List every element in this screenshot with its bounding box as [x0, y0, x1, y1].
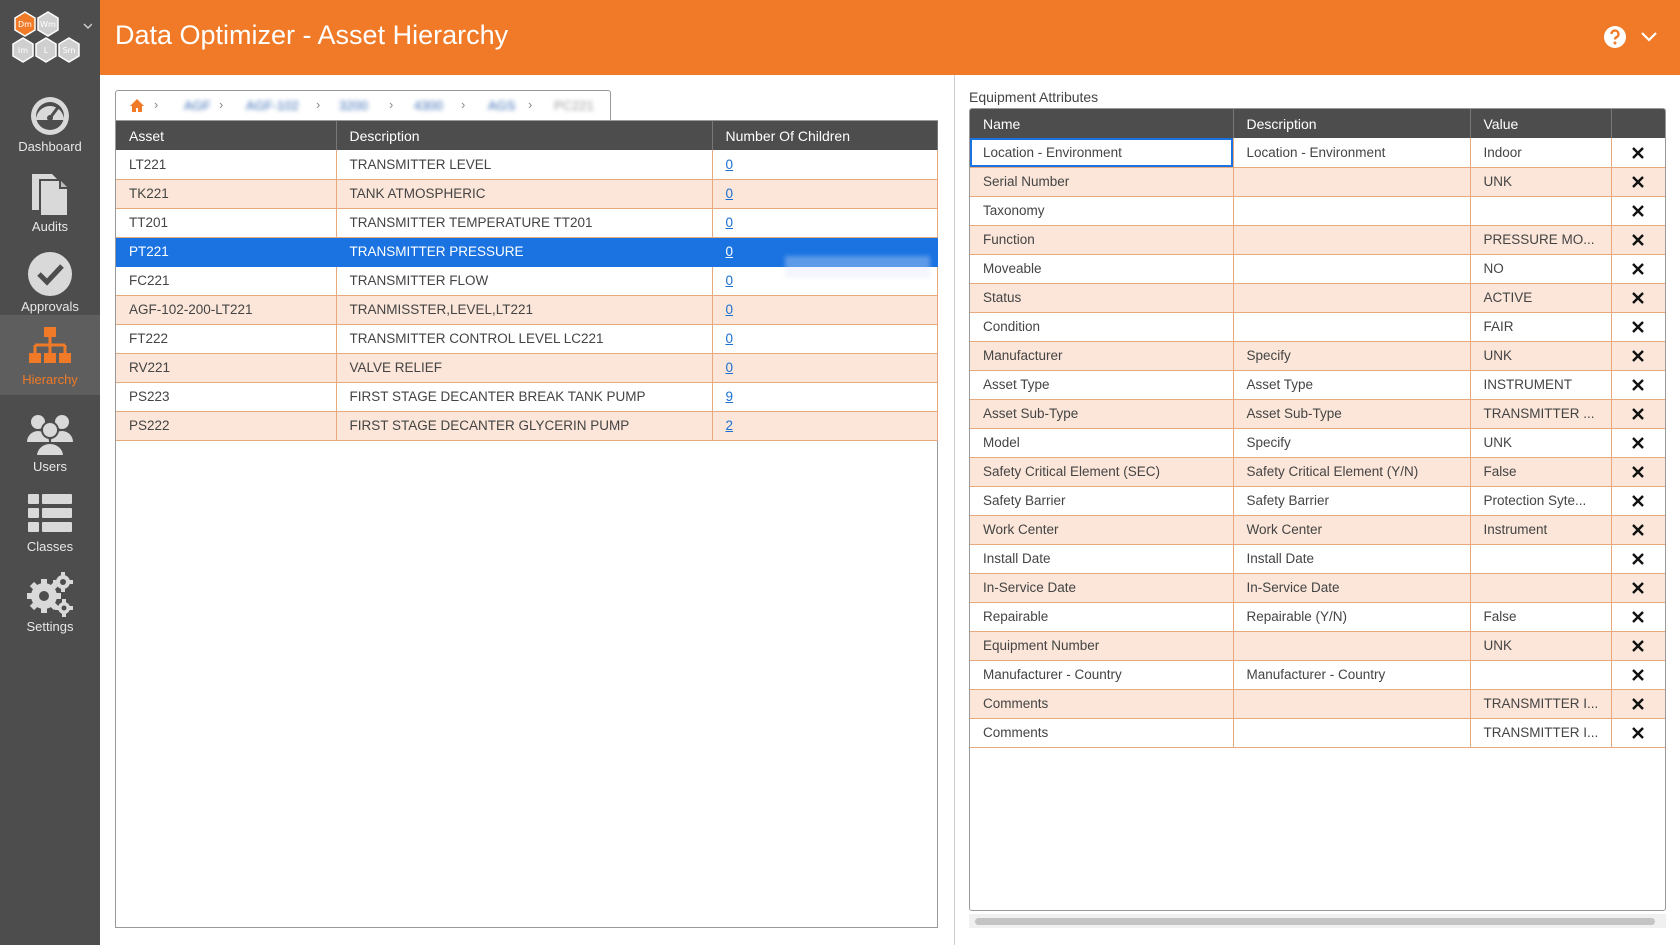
column-header-children[interactable]: Number Of Children: [712, 121, 937, 150]
attribute-description[interactable]: Specify: [1233, 341, 1470, 370]
children-count-link[interactable]: 0: [725, 244, 734, 259]
attribute-name[interactable]: Install Date: [970, 544, 1233, 573]
attribute-value[interactable]: [1470, 573, 1611, 602]
attribute-name[interactable]: Asset Type: [970, 370, 1233, 399]
delete-cell: [1611, 457, 1665, 486]
asset-id: FC221: [116, 266, 336, 295]
checkmark-icon: [26, 250, 74, 298]
attribute-description[interactable]: [1233, 312, 1470, 341]
attribute-description[interactable]: Location - Environment: [1233, 138, 1470, 167]
attribute-row[interactable]: [970, 225, 1665, 254]
attribute-row[interactable]: [970, 544, 1665, 573]
attribute-name[interactable]: Moveable: [970, 254, 1233, 283]
attribute-value[interactable]: Instrument: [1470, 515, 1611, 544]
delete-cell: [1611, 312, 1665, 341]
delete-cell: [1611, 689, 1665, 718]
asset-description: TRANSMITTER TEMPERATURE TT201: [336, 208, 712, 237]
attribute-value[interactable]: TRANSMITTER I...: [1470, 718, 1611, 747]
delete-cell: [1611, 196, 1665, 225]
attribute-value[interactable]: ACTIVE: [1470, 283, 1611, 312]
children-count-cell: [712, 324, 937, 353]
column-header-actions: [1611, 109, 1665, 138]
close-icon[interactable]: [1631, 291, 1645, 305]
sidebar-item-audits[interactable]: [0, 162, 100, 242]
sidebar-item-label: Classes: [26, 539, 74, 554]
column-header-asset[interactable]: Asset: [116, 121, 336, 150]
attribute-row[interactable]: [970, 457, 1665, 486]
asset-table: [116, 121, 938, 441]
asset-id: PT221: [116, 237, 336, 266]
attribute-row[interactable]: [970, 631, 1665, 660]
asset-description: TRANSMITTER PRESSURE: [336, 237, 712, 266]
attribute-name[interactable]: Taxonomy: [970, 196, 1233, 225]
attribute-row[interactable]: [970, 254, 1665, 283]
close-icon[interactable]: [1631, 175, 1645, 189]
delete-cell: [1611, 660, 1665, 689]
delete-cell: [1611, 718, 1665, 747]
attribute-value[interactable]: PRESSURE MO...: [1470, 225, 1611, 254]
asset-description: VALVE RELIEF: [336, 353, 712, 382]
sidebar-item-label: Dashboard: [18, 139, 82, 154]
attribute-name[interactable]: Comments: [970, 718, 1233, 747]
asset-hierarchy-panel: [115, 90, 938, 928]
delete-cell: [1611, 225, 1665, 254]
table-row[interactable]: [116, 353, 937, 382]
attribute-value[interactable]: [1470, 544, 1611, 573]
attribute-row[interactable]: [970, 196, 1665, 225]
children-count-link[interactable]: 0: [725, 273, 734, 288]
delete-cell: [1611, 631, 1665, 660]
children-count-link[interactable]: 2: [725, 418, 734, 433]
delete-cell: [1611, 515, 1665, 544]
children-count-cell: [712, 150, 937, 179]
hierarchy-icon: [26, 323, 74, 371]
breadcrumb-separator: ›: [389, 97, 394, 112]
asset-description: TRANMISSTER,LEVEL,LT221: [336, 295, 712, 324]
chevron-down-icon[interactable]: [1640, 29, 1658, 45]
delete-cell: [1611, 573, 1665, 602]
close-icon[interactable]: [1631, 262, 1645, 276]
sidebar-item-label: Users: [33, 459, 67, 474]
attribute-name[interactable]: Model: [970, 428, 1233, 457]
breadcrumb: [115, 90, 611, 120]
attribute-description[interactable]: Work Center: [1233, 515, 1470, 544]
close-icon[interactable]: [1631, 726, 1645, 740]
delete-cell: [1611, 341, 1665, 370]
documents-icon: [26, 170, 74, 218]
children-count-link[interactable]: 0: [725, 156, 734, 172]
asset-description: TANK ATMOSPHERIC: [336, 179, 712, 208]
logo-tile-wm: Wm: [40, 20, 56, 29]
breadcrumb-separator: ›: [528, 97, 533, 112]
attribute-row[interactable]: [970, 341, 1665, 370]
help-icon[interactable]: [1603, 25, 1627, 49]
logo-tile-dm: Dm: [18, 20, 32, 29]
panel-title: Equipment Attributes: [969, 89, 1099, 105]
close-icon[interactable]: [1631, 552, 1645, 566]
breadcrumb-separator: ›: [461, 97, 466, 112]
table-row[interactable]: [116, 324, 937, 353]
attribute-row[interactable]: [970, 718, 1665, 747]
attribute-name[interactable]: Manufacturer - Country: [970, 660, 1233, 689]
breadcrumb-separator: ›: [316, 97, 321, 112]
attribute-row[interactable]: [970, 689, 1665, 718]
table-row[interactable]: [116, 382, 937, 411]
children-count-link[interactable]: 0: [725, 302, 734, 317]
attributes-table-container: [969, 108, 1666, 911]
panel-divider[interactable]: [954, 75, 955, 945]
attribute-name[interactable]: Location - Environment: [970, 138, 1233, 167]
breadcrumb-separator: ›: [219, 97, 224, 112]
asset-id: PS222: [116, 411, 336, 440]
attribute-value[interactable]: TRANSMITTER ...: [1470, 399, 1611, 428]
column-header-name[interactable]: Name: [970, 109, 1233, 138]
attribute-name[interactable]: Comments: [970, 689, 1233, 718]
sidebar-item-label: Hierarchy: [22, 372, 78, 387]
attribute-value[interactable]: False: [1470, 457, 1611, 486]
children-count-cell: [712, 179, 937, 208]
attribute-row[interactable]: [970, 399, 1665, 428]
asset-id: RV221: [116, 353, 336, 382]
attributes-table: [970, 109, 1666, 748]
attribute-description[interactable]: Specify: [1233, 428, 1470, 457]
children-count-link[interactable]: 0: [725, 360, 734, 375]
sidebar-item-classes[interactable]: [0, 482, 100, 562]
close-icon[interactable]: [1631, 639, 1645, 653]
children-count-cell: [712, 208, 937, 237]
children-count-link[interactable]: 0: [725, 186, 734, 201]
close-icon[interactable]: [1631, 146, 1645, 160]
attribute-name[interactable]: Function: [970, 225, 1233, 254]
attribute-value[interactable]: INSTRUMENT: [1470, 370, 1611, 399]
delete-cell: [1611, 399, 1665, 428]
gears-icon: [26, 570, 74, 618]
sidebar-item-dashboard[interactable]: [0, 82, 100, 162]
sidebar-item-label: Audits: [31, 219, 69, 234]
sidebar: [0, 0, 100, 945]
attribute-row[interactable]: [970, 312, 1665, 341]
close-icon[interactable]: [1631, 320, 1645, 334]
attribute-description[interactable]: Install Date: [1233, 544, 1470, 573]
breadcrumb-item[interactable]: 3200: [339, 98, 368, 113]
close-icon[interactable]: [1631, 407, 1645, 421]
attribute-description[interactable]: [1233, 631, 1470, 660]
horizontal-scrollbar[interactable]: [969, 914, 1666, 928]
attribute-description[interactable]: Asset Sub-Type: [1233, 399, 1470, 428]
attribute-name[interactable]: Equipment Number: [970, 631, 1233, 660]
attribute-name[interactable]: Serial Number: [970, 167, 1233, 196]
app-header: [100, 0, 1680, 75]
delete-cell: [1611, 370, 1665, 399]
asset-id: AGF-102-200-LT221: [116, 295, 336, 324]
attribute-description[interactable]: Safety Critical Element (Y/N): [1233, 457, 1470, 486]
scrollbar-thumb[interactable]: [975, 918, 1655, 925]
attribute-description[interactable]: Manufacturer - Country: [1233, 660, 1470, 689]
children-count-cell: [712, 411, 937, 440]
close-icon[interactable]: [1631, 436, 1645, 450]
attribute-row[interactable]: [970, 573, 1665, 602]
logo-tile-im: Im: [17, 46, 29, 55]
attribute-description[interactable]: In-Service Date: [1233, 573, 1470, 602]
close-icon[interactable]: [1631, 465, 1645, 479]
equipment-attributes-panel: [969, 86, 1666, 928]
children-count-cell: [712, 295, 937, 324]
attribute-value[interactable]: [1470, 196, 1611, 225]
close-icon[interactable]: [1631, 581, 1645, 595]
delete-cell: [1611, 486, 1665, 515]
children-count-link[interactable]: 0: [725, 331, 734, 346]
delete-cell: [1611, 602, 1665, 631]
asset-id: TK221: [116, 179, 336, 208]
attribute-description[interactable]: [1233, 718, 1470, 747]
sidebar-item-approvals[interactable]: [0, 242, 100, 322]
children-count-link[interactable]: 9: [725, 389, 734, 404]
attribute-value[interactable]: Protection Syte...: [1470, 486, 1611, 515]
attribute-value[interactable]: TRANSMITTER I...: [1470, 689, 1611, 718]
column-header-description[interactable]: Description: [1233, 109, 1470, 138]
children-count-cell: [712, 353, 937, 382]
asset-description: FIRST STAGE DECANTER GLYCERIN PUMP: [336, 411, 712, 440]
breadcrumb-item[interactable]: AGS: [488, 98, 516, 113]
close-icon[interactable]: [1631, 523, 1645, 537]
delete-cell: [1611, 254, 1665, 283]
attribute-row[interactable]: [970, 515, 1665, 544]
table-row[interactable]: [116, 411, 937, 440]
asset-id: FT222: [116, 324, 336, 353]
attribute-value[interactable]: UNK: [1470, 167, 1611, 196]
attribute-row[interactable]: [970, 660, 1665, 689]
users-icon: [26, 410, 74, 458]
table-row[interactable]: [116, 208, 937, 237]
sidebar-item-label: Approvals: [21, 299, 79, 314]
breadcrumb-item-current: PC221: [554, 98, 594, 113]
attribute-value[interactable]: False: [1470, 602, 1611, 631]
attribute-value[interactable]: [1470, 660, 1611, 689]
breadcrumb-item[interactable]: AGF: [184, 98, 211, 113]
attribute-name[interactable]: Status: [970, 283, 1233, 312]
asset-description: TRANSMITTER FLOW: [336, 266, 712, 295]
attribute-value[interactable]: UNK: [1470, 341, 1611, 370]
close-icon[interactable]: [1631, 668, 1645, 682]
sidebar-item-settings[interactable]: [0, 562, 100, 642]
home-icon[interactable]: [129, 98, 145, 113]
attribute-row[interactable]: [970, 486, 1665, 515]
list-icon: [26, 490, 74, 538]
delete-cell: [1611, 428, 1665, 457]
attribute-description[interactable]: [1233, 225, 1470, 254]
attribute-name[interactable]: Asset Sub-Type: [970, 399, 1233, 428]
sidebar-item-hierarchy[interactable]: [0, 315, 100, 395]
attribute-description[interactable]: [1233, 283, 1470, 312]
table-row[interactable]: [116, 150, 937, 179]
attribute-value[interactable]: UNK: [1470, 631, 1611, 660]
app-logo[interactable]: [10, 8, 92, 68]
attribute-row[interactable]: [970, 167, 1665, 196]
asset-id: TT201: [116, 208, 336, 237]
attribute-value[interactable]: UNK: [1470, 428, 1611, 457]
column-header-value[interactable]: Value: [1470, 109, 1611, 138]
asset-id: LT221: [116, 150, 336, 179]
delete-cell: [1611, 544, 1665, 573]
sidebar-item-label: Settings: [26, 619, 74, 634]
close-icon[interactable]: [1631, 349, 1645, 363]
close-icon[interactable]: [1631, 697, 1645, 711]
attribute-name[interactable]: Manufacturer: [970, 341, 1233, 370]
children-count-link[interactable]: 0: [725, 215, 734, 230]
logo-tile-l: L: [43, 46, 49, 55]
attribute-name[interactable]: In-Service Date: [970, 573, 1233, 602]
attribute-row[interactable]: [970, 428, 1665, 457]
attribute-row[interactable]: [970, 602, 1665, 631]
attribute-row[interactable]: [970, 138, 1665, 167]
attribute-value[interactable]: NO: [1470, 254, 1611, 283]
page-title: Data Optimizer - Asset Hierarchy: [115, 20, 509, 50]
breadcrumb-item[interactable]: 4300: [414, 98, 443, 113]
attribute-description[interactable]: [1233, 254, 1470, 283]
attribute-value[interactable]: Indoor: [1470, 138, 1611, 167]
attribute-name[interactable]: Safety Critical Element (SEC): [970, 457, 1233, 486]
asset-table-container: [115, 120, 938, 928]
children-count-cell: [712, 382, 937, 411]
column-header-description[interactable]: Description: [336, 121, 712, 150]
delete-cell: [1611, 283, 1665, 312]
drag-ghost: [785, 256, 930, 278]
asset-table-header: [116, 121, 937, 150]
delete-cell: [1611, 167, 1665, 196]
asset-description: FIRST STAGE DECANTER BREAK TANK PUMP: [336, 382, 712, 411]
close-icon[interactable]: [1631, 494, 1645, 508]
attribute-description[interactable]: [1233, 689, 1470, 718]
asset-description: TRANSMITTER LEVEL: [336, 150, 712, 179]
attribute-value[interactable]: FAIR: [1470, 312, 1611, 341]
close-icon[interactable]: [1631, 233, 1645, 247]
attribute-description[interactable]: Asset Type: [1233, 370, 1470, 399]
attribute-description[interactable]: Repairable (Y/N): [1233, 602, 1470, 631]
asset-id: PS223: [116, 382, 336, 411]
attribute-description[interactable]: [1233, 167, 1470, 196]
close-icon[interactable]: [1631, 378, 1645, 392]
delete-cell: [1611, 138, 1665, 167]
attribute-row[interactable]: [970, 283, 1665, 312]
table-row[interactable]: [116, 179, 937, 208]
attribute-row[interactable]: [970, 370, 1665, 399]
attribute-name[interactable]: Condition: [970, 312, 1233, 341]
sidebar-item-users[interactable]: [0, 402, 100, 482]
attribute-description[interactable]: Safety Barrier: [1233, 486, 1470, 515]
attribute-description[interactable]: [1233, 196, 1470, 225]
breadcrumb-separator: ›: [154, 97, 159, 112]
logo-tile-sm: Sm: [62, 46, 76, 55]
attribute-name[interactable]: Work Center: [970, 515, 1233, 544]
attribute-name[interactable]: Repairable: [970, 602, 1233, 631]
attributes-table-header: [970, 109, 1665, 138]
close-icon[interactable]: [1631, 204, 1645, 218]
close-icon[interactable]: [1631, 610, 1645, 624]
breadcrumb-item[interactable]: AGF-102: [246, 98, 299, 113]
table-row[interactable]: [116, 295, 937, 324]
attribute-name[interactable]: Safety Barrier: [970, 486, 1233, 515]
asset-description: TRANSMITTER CONTROL LEVEL LC221: [336, 324, 712, 353]
gauge-icon: [26, 90, 74, 138]
